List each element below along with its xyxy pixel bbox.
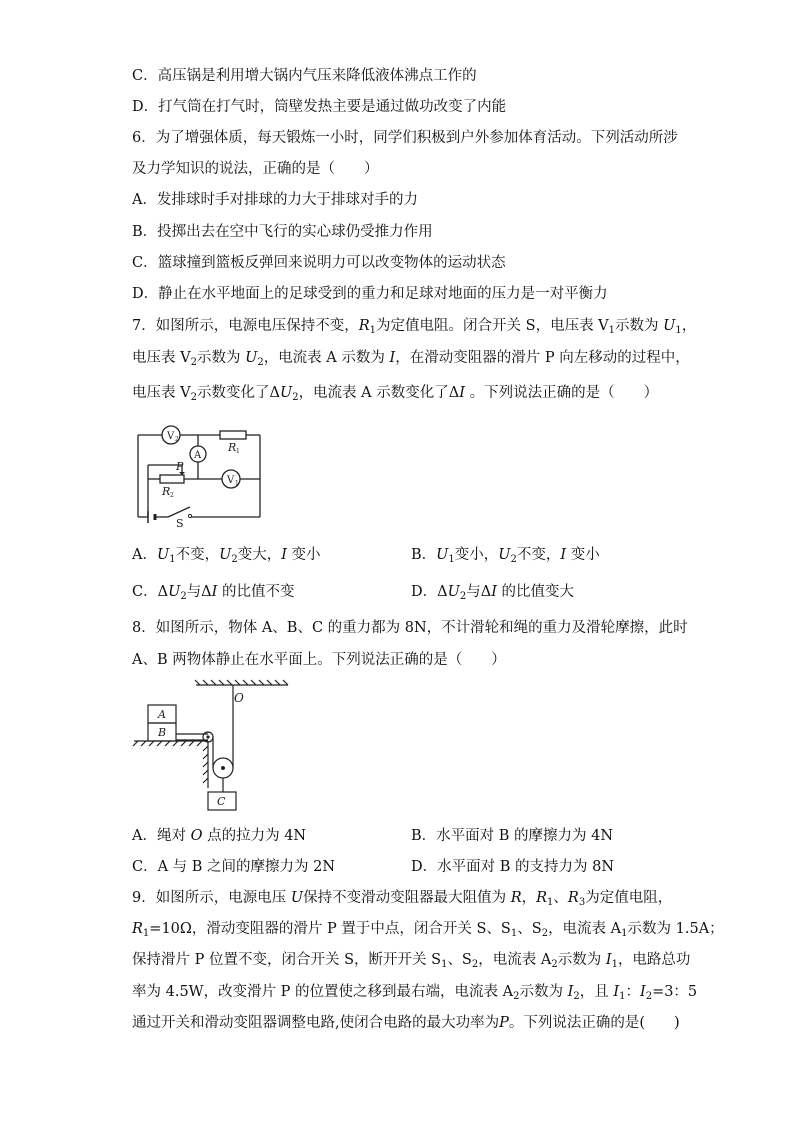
q9-stem-line5-text: 通过开关和滑动变阻器调整电路,使闭合电路的最大功率为 bbox=[132, 1015, 500, 1031]
q6-option-a: A．发排球时手对排球的力大于排球对手的力 bbox=[132, 192, 418, 208]
r2-label: R bbox=[162, 485, 171, 498]
q7-stem-line3: 电压表 $V_2$示数变化了$\Delta U_2$，电流表 A 示数变化了ΔI 。下列说法正确的是（ ） bbox=[132, 385, 659, 403]
q9-stem-line1: 9．如图所示，电源电压 U保持不变滑动变阻器最大阻值为 R，$R_1$、$R_3$为定值电阻， bbox=[132, 890, 673, 908]
q9-stem-line2: $R_1=10\Omega$，滑动变阻器的滑片 P 置于中点，闭合开关 S、$S_1$、$S_2$，电流表 $A_1$示数为 1.5A； bbox=[132, 921, 724, 939]
ammeter-label: A bbox=[194, 450, 202, 461]
q5-option-d: D．打气筒在打气时，筒壁发热主要是通过做功改变了内能 bbox=[132, 99, 507, 115]
r2-subscript: 2 bbox=[170, 492, 174, 499]
q7-option-c: C．$\Delta U_2$与ΔI 的比值不变 bbox=[132, 584, 295, 602]
q7-stem-line1: 7．如图所示，电源电压保持不变，$R_1$为定值电阻。闭合开关 S，电压表 $V_1$示数为 $U_1$， bbox=[132, 318, 697, 336]
q8-stem-line2: A、B 两物体静止在水平面上。下列说法正确的是（ ） bbox=[132, 652, 506, 668]
q9-stem-line5: 通过开关和滑动变阻器调整电路,使闭合电路的最大功率为P。下列说法正确的是( ) bbox=[132, 1015, 680, 1031]
block-c-label: C bbox=[217, 795, 226, 808]
voltmeter-v1-subscript: 1 bbox=[235, 480, 239, 487]
q6-stem-line1: 6．为了增强体质，每天锻炼一小时，同学们积极到户外参加体育活动。下列活动所涉 bbox=[132, 130, 678, 146]
q6-option-b: B．投掷出去在空中飞行的实心球仍受推力作用 bbox=[132, 224, 433, 240]
voltmeter-v1-label: V bbox=[227, 475, 235, 486]
voltmeter-v2-label: V bbox=[167, 431, 175, 442]
q8-option-a: A．绳对 O 点的拉力为 4N bbox=[132, 828, 307, 844]
r1-subscript: 1 bbox=[236, 448, 240, 455]
q7-option-a: A．$U_1$不变，$U_2$变大，I 变小 bbox=[132, 547, 321, 565]
q8-option-d: D．水平面对 B 的支持力为 8N bbox=[411, 859, 615, 875]
r1-label: R bbox=[228, 441, 237, 454]
slider-p-label: P bbox=[176, 460, 184, 473]
q8-pulley-diagram bbox=[128, 680, 298, 812]
switch-s-label: S bbox=[176, 517, 184, 530]
q6-option-c: C．篮球撞到篮板反弹回来说明力可以改变物体的运动状态 bbox=[132, 255, 506, 271]
q8-option-c: C．A 与 B 之间的摩擦力为 2N bbox=[132, 859, 336, 875]
block-b-label: B bbox=[158, 726, 167, 739]
q6-stem-line2: 及力学知识的说法，正确的是（ ） bbox=[132, 161, 379, 177]
q7-option-d: D．$\Delta U_2$与ΔI 的比值变大 bbox=[411, 584, 575, 602]
q9-stem-line3: 保持滑片 P 位置不变，闭合开关 S，断开开关 $S_1$、$S_2$，电流表 $A_2$示数为 $I_1$，电路总功 bbox=[132, 952, 691, 970]
q7-option-b: B．$U_1$变小，$U_2$不变，I 变小 bbox=[411, 547, 600, 565]
q7-circuit-diagram bbox=[128, 425, 268, 530]
q6-option-d: D．静止在水平地面上的足球受到的重力和足球对地面的压力是一对平衡力 bbox=[132, 286, 608, 302]
q9-stem-line4: 率为 4.5W，改变滑片 P 的位置使之移到最右端，电流表 $A_2$示数为 $I_2$，且 $I_1$：$I_2=3$：5 bbox=[132, 984, 698, 1002]
q8-option-b: B．水平面对 B 的摩擦力为 4N bbox=[411, 828, 614, 844]
q7-stem-line2: 电压表 $V_2$示数为 $U_2$，电流表 A 示数为 I，在滑动变阻器的滑片 P 向左移动的过程中， bbox=[132, 350, 690, 368]
block-a-label: A bbox=[158, 708, 166, 721]
q5-option-c: C．高压锅是利用增大锅内气压来降低液体沸点工作的 bbox=[132, 68, 477, 84]
voltmeter-v2-subscript: 2 bbox=[175, 436, 179, 443]
point-o-label: O bbox=[234, 691, 244, 705]
q8-stem-line1: 8．如图所示，物体 A、B、C 的重力都为 8N，不计滑轮和绳的重力及滑轮摩擦，此时 bbox=[132, 620, 688, 636]
